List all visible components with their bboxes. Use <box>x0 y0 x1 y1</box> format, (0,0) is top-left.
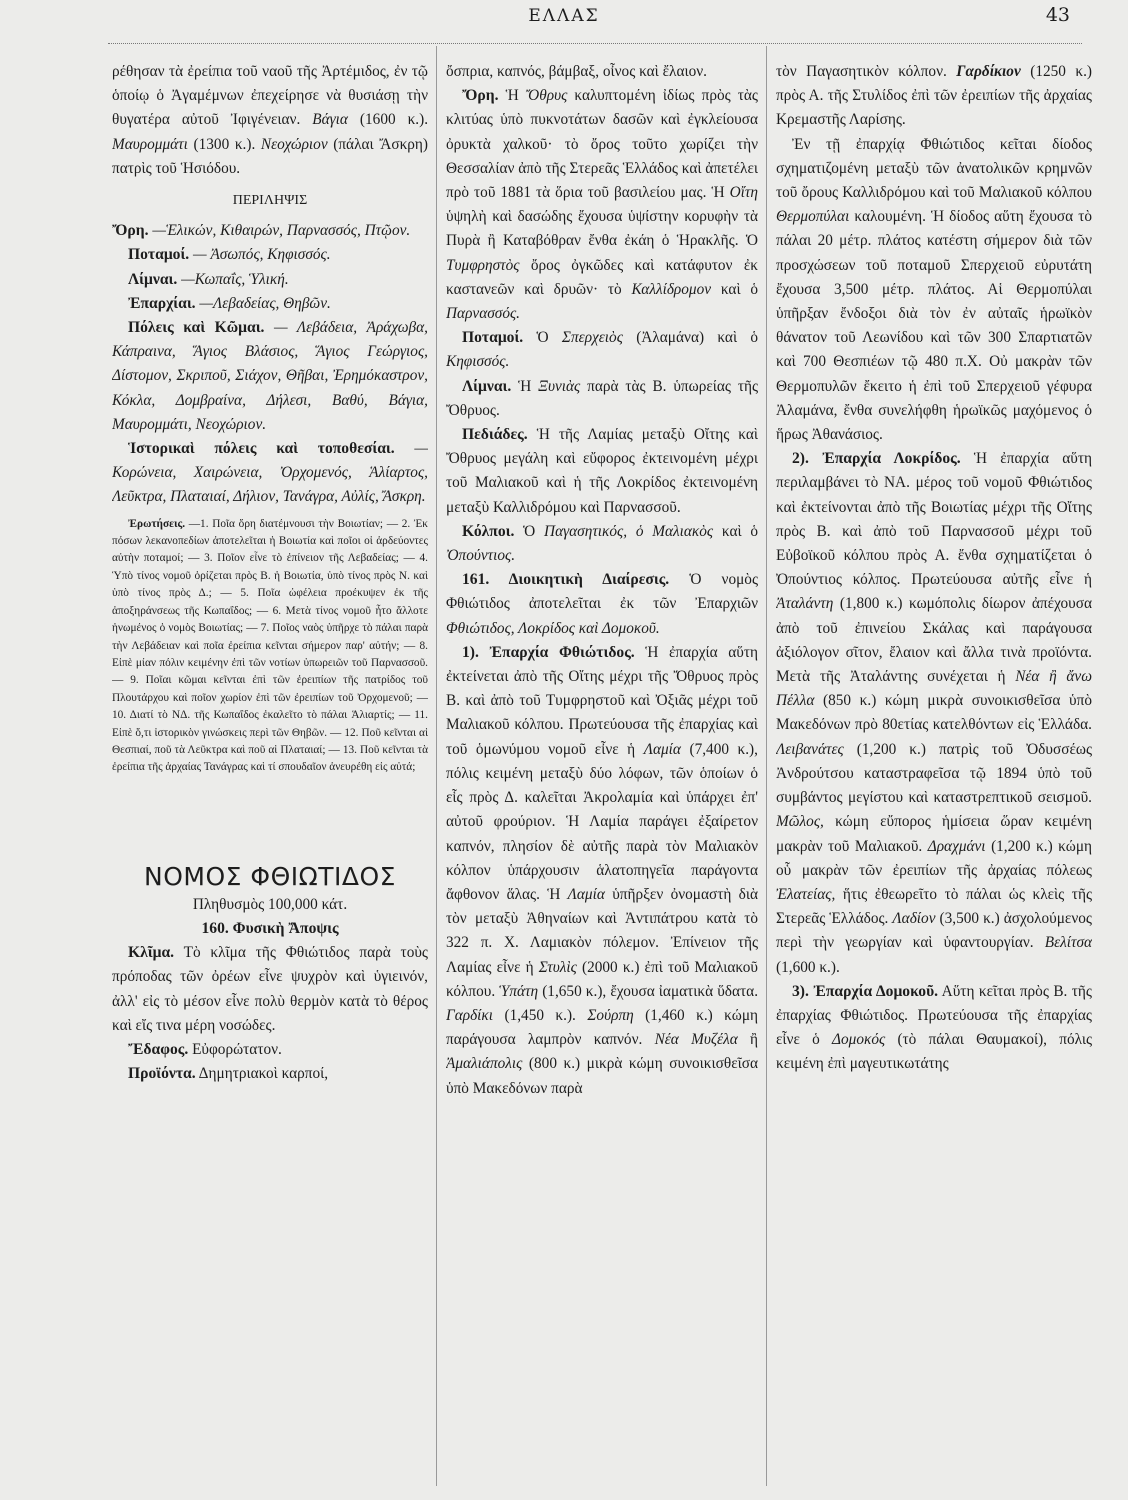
column-2 <box>446 60 758 1480</box>
text: (Ἀλαμάνα) καὶ ὁ <box>636 329 758 347</box>
text: (1,200 κ.) κώμη οὗ μακρὰν τῶν ἐρειπίων τῆς ἀρχαίας πόλεως <box>776 837 1092 879</box>
text: ὑψηλὴ καὶ δασώδης ἔχουσα ὑψίστην κορυφὴν τὰ Πυρὰ ἢ Καταβόθραν ἔνθα ἐκάη ὁ Ἡρακλῆς. Ὁ <box>446 208 758 250</box>
label: 2). Ἐπαρχία Λοκρίδος. <box>792 450 961 468</box>
text: καλουμένη. Ἡ δίοδος αὕτη ἔχουσα τὸ πάλαι 20 μέτρ. πλάτος κατέστη σήμερον διὰ τῶν προσχώσεων τοῦ ποταμοῦ Σπερχειοῦ εὐρυτάτη ἔχουσα 3,500 μέτρ. πλάτος. Αἱ Θερμοπύλαι ὑπῆρξαν ἔνδοξοι διὰ τὸν ἐν αὐταῖς ἡρωϊκὸν θάνατον τοῦ Λεωνίδου καὶ τῶν 300 Σπαρτιατῶν καὶ 700 Θεσπιέων τῷ 480 π.Χ. Οὐ μακρὰν τῶν Θερμοπυλῶν ἔκειτο ἡ ἐπὶ τοῦ Σπερχειοῦ γέφυρα Ἀλαμάνα, ἔνθα συνελήφθη ἡρωϊκῶς μαχόμενος ὁ ἥρως Ἀθανάσιος. <box>776 208 1092 444</box>
text: — Λεβάδεια, Ἀράχωβα, Κάπραινα, Ἅγιος Βλάσιος, Ἅγιος Γεώργιος, Δίστομον, Σκριποῦ, Σιάχον, Θῆβαι, Ἐρημόκαστρον, Κόκλα, Δομβραίνα, Δήλεσι, Βαθύ, Βάγια, Μαυρομμάτι, Νεοχώριον. <box>112 319 428 433</box>
paragraph <box>112 60 428 181</box>
text: Αὕτη κεῖται πρὸς Β. τῆς ἐπαρχίας Φθιώτιδος. Πρωτεύουσα τῆς ἐπαρχίας εἶνε ὁ <box>776 982 1092 1049</box>
header-rule <box>108 43 1082 44</box>
text: (πάλαι Ἄσκρη) πατρὶς τοῦ Ἡσιόδου. <box>112 135 428 177</box>
text: Φθιώτιδος, Λοκρίδος καὶ Δομοκοῦ. <box>446 619 660 637</box>
paragraph <box>776 447 1092 979</box>
text: (τὸ πάλαι Θαυμακοί), πόλις κειμένη ἐπὶ μαγευτικωτάτης <box>776 1031 1092 1073</box>
text: (1600 κ.). <box>359 111 428 129</box>
text: ὑπῆρξεν ὀνομαστὴ διὰ τὸν μεταξὺ Ἀθηναίων καὶ Ἀντιπάτρου κατὰ τὸ 322 π. Χ. Λαμιακὸν πόλεμον. Ἐπίνειον τῆς Λαμίας εἶνε ἡ <box>446 885 758 976</box>
text: —Λεβαδείας, Θηβῶν. <box>199 294 331 312</box>
text: Ἡ <box>518 377 532 395</box>
label: Λίμναι. <box>128 270 178 288</box>
section-heading: 160. Φυσικὴ Ἄποψις <box>201 919 339 937</box>
paragraph <box>446 423 758 520</box>
text: κώμη εὔπορος ἡμίσεια ὥραν κειμένη μακρὰν τοῦ Μαλιακοῦ. <box>776 813 1092 855</box>
place-name: Ὀπούντιος. <box>446 547 516 565</box>
place-name: Ξυνιὰς <box>538 377 581 395</box>
label: Ποταμοί. <box>462 329 524 347</box>
text: — Ἀσωπός, Κηφισσός. <box>193 246 331 264</box>
text: Ὁ <box>536 329 549 347</box>
population: Πληθυσμὸς 100,000 κάτ. <box>192 895 348 913</box>
paragraph <box>776 133 1092 448</box>
paragraph <box>446 641 758 1101</box>
label: Πόλεις καὶ Κῶμαι. <box>128 319 265 337</box>
text: ἥτις ἐθεωρεῖτο τὸ πάλαι ὡς κλεὶς τῆς Στερεᾶς Ἑλλάδος. <box>776 885 1092 928</box>
text: (3,500 κ.) ἀσχολούμενος περὶ τὴν γεωργίαν καὶ ὑφαντουργίαν. <box>776 910 1092 952</box>
text: Εὐφορώτατον. <box>192 1040 282 1058</box>
label: 3). Ἐπαρχία Δομοκοῦ. <box>792 982 939 1000</box>
text: (1300 κ.). <box>193 135 256 153</box>
place-name: Ὑπάτη <box>499 982 539 1000</box>
place-name: Παγασητικός, ὁ Μαλιακὸς <box>544 522 714 540</box>
text: ρέθησαν τὰ ἐρείπια τοῦ ναοῦ τῆς Ἀρτέμιδος, ἐν τῷ ὁποίῳ ὁ Ἀγαμέμνων ἐπεχείρησε νὰ θυσιάσῃ τὴν θυγατέρα αὐτοῦ Ἰφιγένειαν. <box>112 63 428 129</box>
label: Προϊόντα. <box>128 1065 196 1083</box>
label: Ἐπαρχίαι. <box>128 294 196 312</box>
place-name: Λειβανάτες <box>776 740 844 758</box>
place-name: Δομοκός <box>832 1031 886 1049</box>
paragraph <box>112 219 428 243</box>
label: 1). Ἐπαρχία Φθιώτιδος. <box>462 643 635 661</box>
paragraph <box>112 1038 428 1062</box>
text: παρὰ τὰς Β. ὑπωρείας τῆς Ὄθρυος. <box>446 377 758 419</box>
text: Δημητριακοὶ καρποί, <box>198 1065 329 1083</box>
paragraph: ὄσπρια, καπνός, βάμβαξ, οἶνος καὶ ἔλαιον. <box>446 63 707 80</box>
text: ὄρος ὀγκῶδες καὶ κατάφυτον ἐκ καστανεῶν καὶ δρυῶν· τὸ <box>446 256 758 298</box>
paragraph <box>446 84 758 326</box>
column-divider <box>766 46 767 1486</box>
text: καλυπτομένη ἰδίως πρὸς τὰς κλιτύας ὑπὸ πυκνοτάτων δασῶν καὶ ἐγκλείουσα ὀρυκτὰ χαλκοῦ· τὸ ὄρος τοῦτο χωρίζει τὴν Θεσσαλίαν ἀπὸ τῆς Στερεᾶς Ἑλλάδος καὶ ἀπετέλει πρὸ τοῦ 1881 τὰ ὅρια τοῦ βασιλείου μας. Ἡ <box>446 87 758 202</box>
section-heading: ΠΕΡΙΛΗΨΙΣ <box>232 193 308 209</box>
page-number: 43 <box>1045 4 1070 26</box>
paragraph <box>776 980 1092 1077</box>
text: καὶ ὁ <box>720 280 758 298</box>
place-name: Λαδίον <box>892 910 936 928</box>
paragraph <box>112 316 428 437</box>
section-heading: 161. Διοικητικὴ Διαίρεσις. <box>462 571 670 589</box>
text: Ὁ <box>523 522 536 540</box>
label: Ὄρη. <box>112 222 149 240</box>
text: Ἐν τῇ ἐπαρχίᾳ Φθιώτιδος κεῖται δίοδος σχηματιζομένη μεταξὺ τῶν ἀνατολικῶν κρημνῶν τοῦ ὄρους Καλλιδρόμου καὶ τοῦ Μαλιακοῦ κόλπου <box>776 135 1092 202</box>
paragraph <box>776 60 1092 133</box>
place-name: Καλλίδρομον <box>631 280 712 298</box>
paragraph <box>446 326 758 374</box>
text: (850 κ.) κώμη μικρὰ συνοικισθεῖσα ὑπὸ Μακεδόνων πρὸ 80ετίας κατελθόντων εἰς Ἑλλάδα. <box>776 692 1092 734</box>
place-name: Νεοχώριον <box>260 135 328 153</box>
column-3 <box>776 60 1092 1480</box>
questions <box>112 516 428 777</box>
place-name: Νέα ἢ ἄνω Πέλλα <box>776 668 1092 710</box>
text: — Κορώνεια, Χαιρώνεια, Ὀρχομενός, Ἁλίαρτος, Λεῦκτρα, Πλαταιαί, Δήλιον, Τανάγρα, Αὐλίς, Ἄσκρη. <box>112 440 428 506</box>
page-header <box>0 0 1128 44</box>
text: Ἡ τῆς Λαμίας μεταξὺ Οἴτης καὶ Ὄθρυος μεγάλη καὶ εὔφορος ἐκτεινομένη μέχρι τοῦ Μαλιακοῦ καὶ ἡ τῆς Λοκρίδος ἐκτεινομένη μεταξὺ Καλλιδρόμου καὶ Παρνασσοῦ. <box>446 426 758 516</box>
text: (1,200 κ.) πατρὶς τοῦ Ὀδυσσέως Ἀνδρούτσου καταστραφεῖσα τῷ 1894 ὑπὸ τοῦ συμβάντος μεγίστου καὶ καταστρεπτικοῦ σεισμοῦ. <box>776 740 1092 807</box>
text: (1,800 κ.) κωμόπολις δίωρον ἀπέχουσα ἀπὸ τοῦ ἐπινείου Σκάλας καὶ παράγουσα ἀξιόλογον σῖτον, ἔλαιον καὶ ἄλλα τινὰ προϊόντα. Μετὰ τῆς Ἀταλάντης συνέχεται ἡ <box>776 595 1092 686</box>
text: Τὸ κλῖμα τῆς Φθιώτιδος παρὰ τοὺς πρόποδας τῶν ὀρέων εἶνε ψυχρὸν καὶ ὑγιεινόν, ἀλλ' εἰς τὸ μέσον εἶνε πολὺ θερμὸν κατὰ τὸ θέρος καὶ εἴς τινα μέρη νοσώδες. <box>112 944 428 1034</box>
paragraph <box>446 520 758 568</box>
text: Ἡ <box>505 87 519 105</box>
label: Ἱστορικαὶ πόλεις καὶ τοποθεσίαι. <box>128 440 395 458</box>
text: (1,650 κ.), ἔχουσα ἰαματικὰ ὕδατα. <box>542 982 758 1000</box>
text: καὶ ὁ <box>721 522 758 540</box>
text: (1,450 κ.). <box>504 1006 576 1024</box>
paragraph <box>112 941 428 1038</box>
place-name: Ἀταλάντη <box>776 595 834 613</box>
paragraph <box>112 437 428 510</box>
text: (2000 κ.) ἐπὶ τοῦ Μαλιακοῦ κόλπου. <box>446 958 758 1000</box>
place-name: Σπερχειὸς <box>561 329 623 347</box>
column-1 <box>112 60 428 1480</box>
label: Κλῖμα. <box>128 944 175 962</box>
place-name: Τυμφρηστὸς <box>446 256 520 274</box>
place-name: Ὄθρυς <box>525 87 568 105</box>
nomos-title: ΝΟΜΟΣ ΦΘΙΩΤΙΔΟΣ <box>144 861 396 891</box>
column-divider <box>436 46 437 1486</box>
text: (1,460 κ.) κώμη παράγουσα λαμπρὸν καπνόν. <box>446 1006 758 1049</box>
paragraph <box>446 375 758 423</box>
text: (7,400 κ.), πόλις κειμένη μεταξὺ δύο λόφων, τῶν ὁποίων ὁ εἷς πρὸς Δ. καλεῖται Ἀκρολαμία καὶ ὑπάρχει ἐπ' αὐτοῦ φρούριον. Ἡ Λαμία παράγει ἐξαίρετον καπνόν, πλησίον δὲ αὐτῆς παρὰ τὸν Μαλιακὸν κόλπον ὑπάρχουσιν ἁλατοπηγεῖα παράγοντα ἄφθονον ἅλας. Ἡ <box>446 740 758 903</box>
text: τὸν Παγασητικὸν κόλπον. <box>776 63 947 80</box>
label: Ποταμοί. <box>128 246 190 264</box>
place-name: Σούρπη <box>587 1006 634 1024</box>
paragraph <box>446 568 758 641</box>
place-name: Μῶλος, <box>776 813 824 831</box>
paragraph <box>112 1062 428 1086</box>
running-title: ΕΛΛΑΣ <box>528 6 600 26</box>
place-name: Νέα Μυζέλα <box>654 1031 738 1049</box>
place-name: Λαμία <box>643 740 681 758</box>
place-name: Γαρδίκιον <box>956 63 1021 80</box>
place-name: Ἐλατείας, <box>776 885 836 903</box>
label: Πεδιάδες. <box>462 426 528 444</box>
text: (1250 κ.) πρὸς Α. τῆς Στυλίδος ἐπὶ τῶν ἐρειπίων τῆς ἀρχαίας Κρεμαστῆς Λαρίσης. <box>776 63 1092 129</box>
label: Κόλποι. <box>462 522 515 540</box>
place-name: Θερμοπύλαι <box>776 208 850 226</box>
paragraph <box>112 292 428 316</box>
place-name: Λαμία <box>567 885 605 903</box>
place-name: Οἴτη <box>729 184 758 202</box>
place-name: Βελίτσα <box>1044 934 1092 952</box>
text: ἢ <box>750 1031 758 1049</box>
text: (1,600 κ.). <box>776 958 840 976</box>
text: Ἡ ἐπαρχία αὕτη περιλαμβάνει τὸ ΝΑ. μέρος τοῦ νομοῦ Φθιώτιδος καὶ ἐκτείνονται ἀπὸ τῆς Βοιωτίας μέχρι τῆς Οἴτης πρὸς Β. καὶ ἀπὸ τοῦ Παρνασσοῦ μέχρι τοῦ Εὐβοϊκοῦ κόλπου πρὸς Α. ἔνθα σχηματίζεται ὁ Ὀπούντιος κόλπος. Πρωτεύουσα αὐτῆς εἶνε ἡ <box>776 450 1092 589</box>
label: Ἔδαφος. <box>128 1040 189 1058</box>
place-name: Παρνασσός. <box>446 305 521 323</box>
place-name: Κηφισσός. <box>446 353 510 371</box>
label: Λίμναι. <box>462 377 512 395</box>
text: —Ἑλικών, Κιθαιρών, Παρνασσός, Πτῷον. <box>152 222 411 240</box>
text: (800 κ.) μικρὰ κώμη συνοικισθεῖσα ὑπὸ Μακεδόνων παρὰ <box>446 1055 758 1097</box>
label: Ἐρωτήσεις. <box>128 517 186 530</box>
text: Ὁ νομὸς Φθιώτιδος ἀποτελεῖται ἐκ τῶν Ἐπαρχιῶν <box>446 571 758 613</box>
text: —Κωπαΐς, Ὑλική. <box>181 270 289 288</box>
place-name: Ἀμαλιάπολις <box>446 1055 523 1073</box>
paragraph <box>112 243 428 267</box>
text: Ἡ ἐπαρχία αὕτη ἐκτείνεται ἀπὸ τῆς Οἴτης μέχρι τῆς Ὄθρυος πρὸς Β. καὶ ἀπὸ τοῦ Τυμφρηστοῦ καὶ Ὀξιᾶς μέχρι τοῦ Μαλιακοῦ κόλπου. Πρωτεύουσα τῆς ἐπαρχίας καὶ τοῦ ὁμωνύμου νομοῦ εἶνε ἡ <box>446 643 758 758</box>
text: —1. Ποῖα ὄρη διατέμνουσι τὴν Βοιωτίαν; — 2. Ἐκ πόσων λεκανοπεδίων ἀποτελεῖται ἡ Βοιωτία καὶ ποῖοι οἱ ἀρδεύοντες αὐτὴν ποταμοί; — 3. Ποῖον εἶνε τὸ ἐπίνειον τῆς Λεβαδείας; — 4. Ὑπὸ τίνος νομοῦ ὁρίζεται πρὸς Β. ἡ Βοιωτία, ὑπὸ τίνος πρὸς Ν. καὶ ὑπὸ τίνος πρὸς Δ.; — 5. Ποῖα ὠφέλεια προέκυψεν ἐκ τῆς ἀποξηράνσεως τῆς Κωπαΐδος; — 6. Μετὰ τίνος νομοῦ ἦτο ἄλλοτε ἡνωμένος ὁ νομὸς Βοιωτίας; — 7. Ποῖος ναὸς ὑπῆρχε τὸ πάλαι παρὰ τὴν Λεβάδειαν καὶ ποῖα ἐρείπια κεῖνται σήμερον παρ' αὐτήν; — 8. Εἰπὲ μίαν πόλιν κειμένην ἐπὶ τῶν νοτίων ὑπωρειῶν τοῦ Παρνασσοῦ. — 9. Ποῖαι κῶμαι κεῖνται ἐπὶ τῶν ἐρειπίων τῆς πατρίδος τοῦ Πλουτάρχου καὶ ποῖον χωρίον ἐπὶ τῶν ἐρειπίων τοῦ Ὀρχομενοῦ; — 10. Διατί τὸ ΝΔ. τῆς Κωπαΐδος ἐκαλεῖτο τὸ πάλαι Ἁλιαρτίς; — 11. Εἰπὲ ὅ,τι ἱστορικὸν γινώσκεις περὶ τῶν Θηβῶν. — 12. Ποῦ κεῖνται αἱ Θεσπιαί, ποῦ τὰ Λεῦκτρα καὶ ποῦ αἱ Πλαταιαί; — 13. Ποῦ κεῖνται τὰ ἐρείπια τῆς ἀρχαίας Τανάγρας καὶ τί σπουδαῖον ἀνευρέθη εἰς αὐτά; <box>112 517 428 774</box>
place-name: Μαυρομμάτι <box>112 135 188 153</box>
place-name: Γαρδίκι <box>446 1006 494 1024</box>
paragraph <box>112 268 428 292</box>
place-name: Στυλὶς <box>538 958 577 976</box>
place-name: Βάγια <box>312 111 348 129</box>
label: Ὄρη. <box>462 87 499 105</box>
place-name: Δραχμάνι <box>927 837 986 855</box>
